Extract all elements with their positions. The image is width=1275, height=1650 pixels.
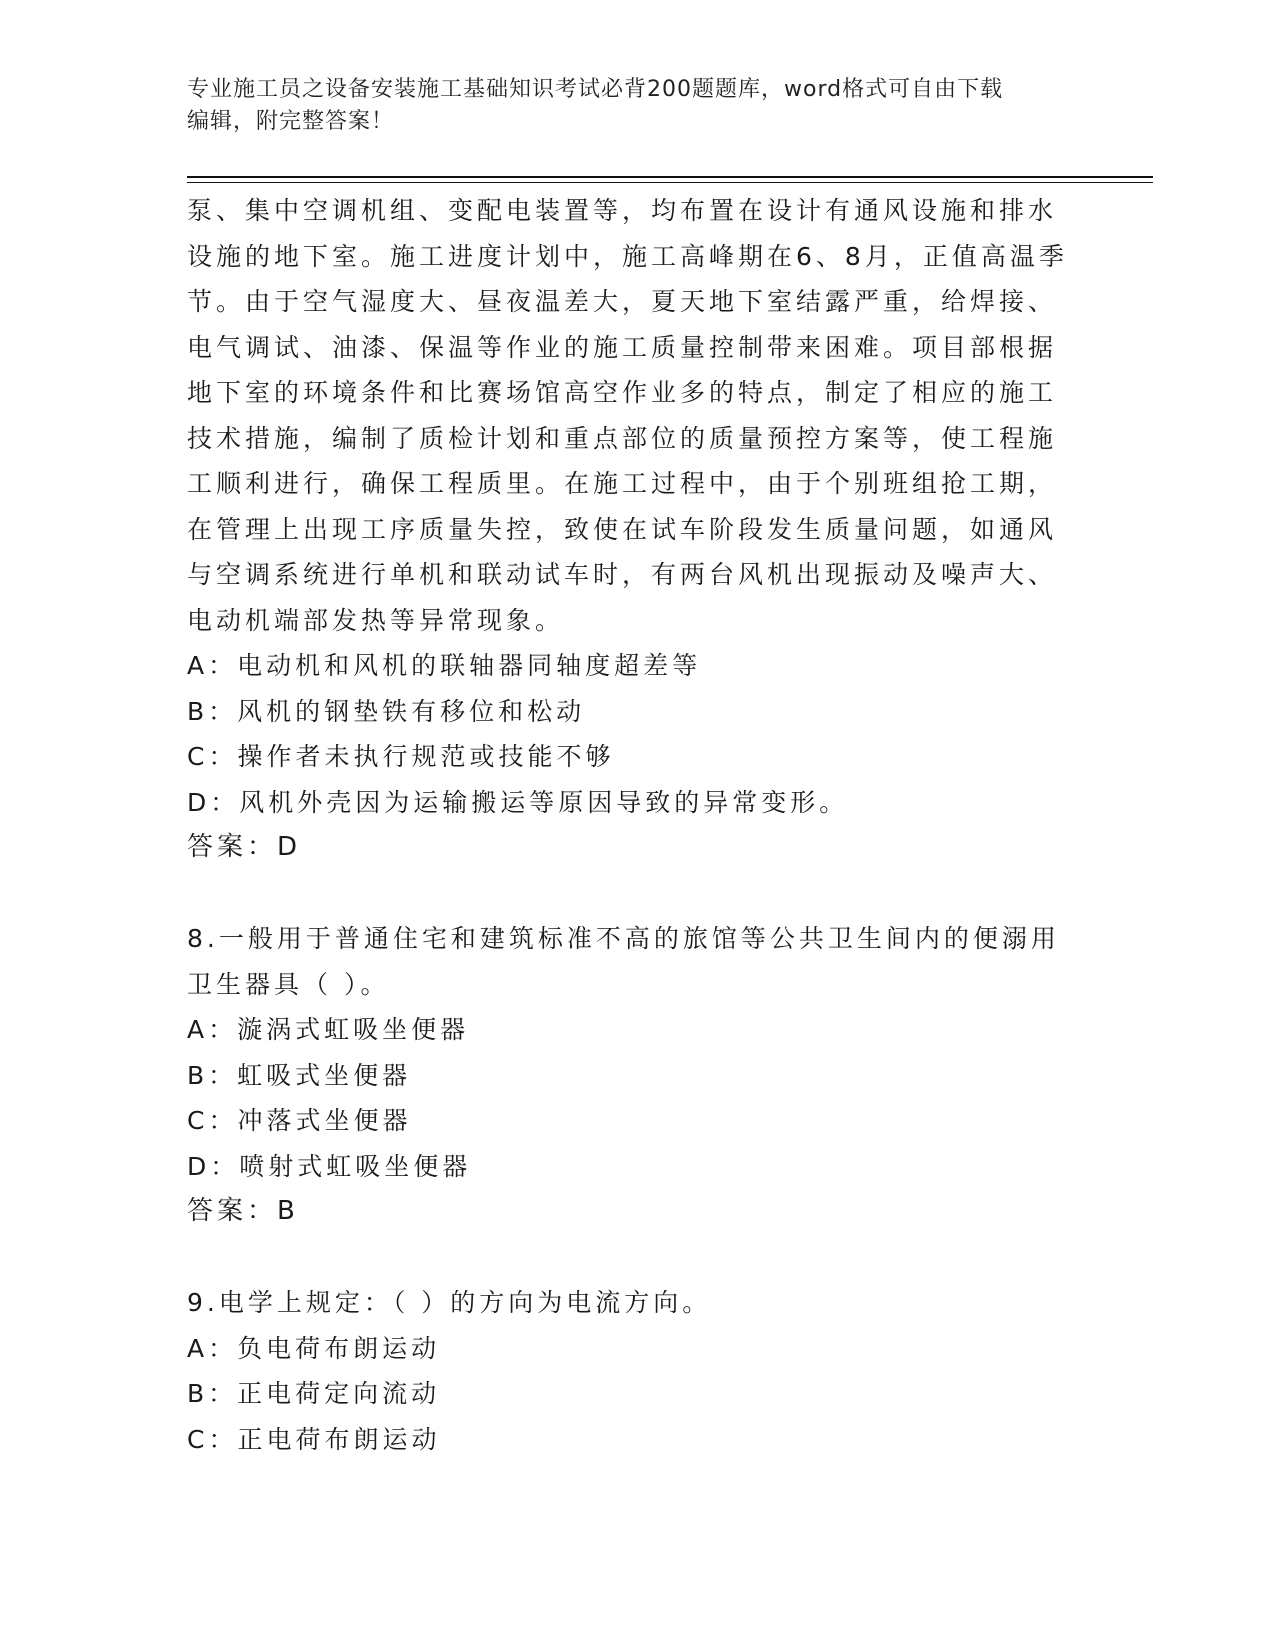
document-body: [187, 188, 1087, 1462]
spacer: [187, 1235, 1087, 1281]
option-c: C：操作者未执行规范或技能不够: [187, 742, 615, 771]
spacer: [187, 871, 1087, 917]
question-text-line: 卫生器具（ ）。: [187, 969, 390, 999]
answer: 答案：B: [187, 1196, 299, 1226]
question-8: [187, 916, 1087, 1235]
question-text-line: 地下室的环境条件和比赛场馆高空作业多的特点，制定了相应的施工: [187, 378, 1058, 407]
option-d: D：喷射式虹吸坐便器: [187, 1151, 472, 1181]
header-title-line-1: 专业施工员之设备安装施工基础知识考试必背200题题库，word格式可自由下载: [187, 77, 1004, 102]
header-title-line-2: 编辑，附完整答案！: [187, 109, 395, 134]
header-divider-thick: [187, 176, 1153, 178]
question-text-line: 在管理上出现工序质量失控，致使在试车阶段发生质量问题，如通风: [187, 514, 1058, 544]
option-c: C：正电荷布朗运动: [187, 1424, 441, 1454]
question-text-line: 工顺利进行，确保工程质里。在施工过程中，由于个别班组抢工期，: [187, 469, 1058, 498]
answer: 答案：D: [187, 832, 302, 862]
question-7: [187, 188, 1087, 871]
question-text-line: 电动机端部发热等异常现象。: [187, 605, 565, 635]
question-9: [187, 1280, 1087, 1462]
question-text-line: 设施的地下室。施工进度计划中，施工高峰期在6、8月，正值高温季: [187, 241, 1068, 271]
option-b: B：风机的钢垫铁有移位和松动: [187, 696, 586, 726]
question-text-line: 节。由于空气湿度大、昼夜温差大，夏天地下室结露严重，给焊接、: [187, 287, 1058, 316]
question-text-line: 与空调系统进行单机和联动试车时，有两台风机出现振动及噪声大、: [187, 560, 1058, 589]
question-text-line: 电气调试、油漆、保温等作业的施工质量控制带来困难。项目部根据: [187, 332, 1058, 362]
option-a: A：电动机和风机的联轴器同轴度超差等: [187, 651, 702, 680]
option-d: D：风机外壳因为运输搬运等原因导致的异常变形。: [187, 787, 849, 817]
option-b: B：虹吸式坐便器: [187, 1060, 412, 1090]
question-text-line: 9.电学上规定：（ ）的方向为电流方向。: [187, 1288, 712, 1317]
header-divider-thin: [187, 182, 1153, 183]
question-text-line: 技术措施，编制了质检计划和重点部位的质量预控方案等，使工程施: [187, 423, 1058, 453]
question-text-line: 泵、集中空调机组、变配电装置等，均布置在设计有通风设施和排水: [187, 196, 1058, 225]
option-b: B：正电荷定向流动: [187, 1379, 441, 1408]
option-a: A：负电荷布朗运动: [187, 1333, 441, 1363]
option-a: A：漩涡式虹吸坐便器: [187, 1015, 470, 1044]
page-header: [187, 74, 1087, 138]
option-c: C：冲落式坐便器: [187, 1106, 412, 1135]
question-text-line: 8.一般用于普通住宅和建筑标准不高的旅馆等公共卫生间内的便溺用: [187, 924, 1060, 953]
